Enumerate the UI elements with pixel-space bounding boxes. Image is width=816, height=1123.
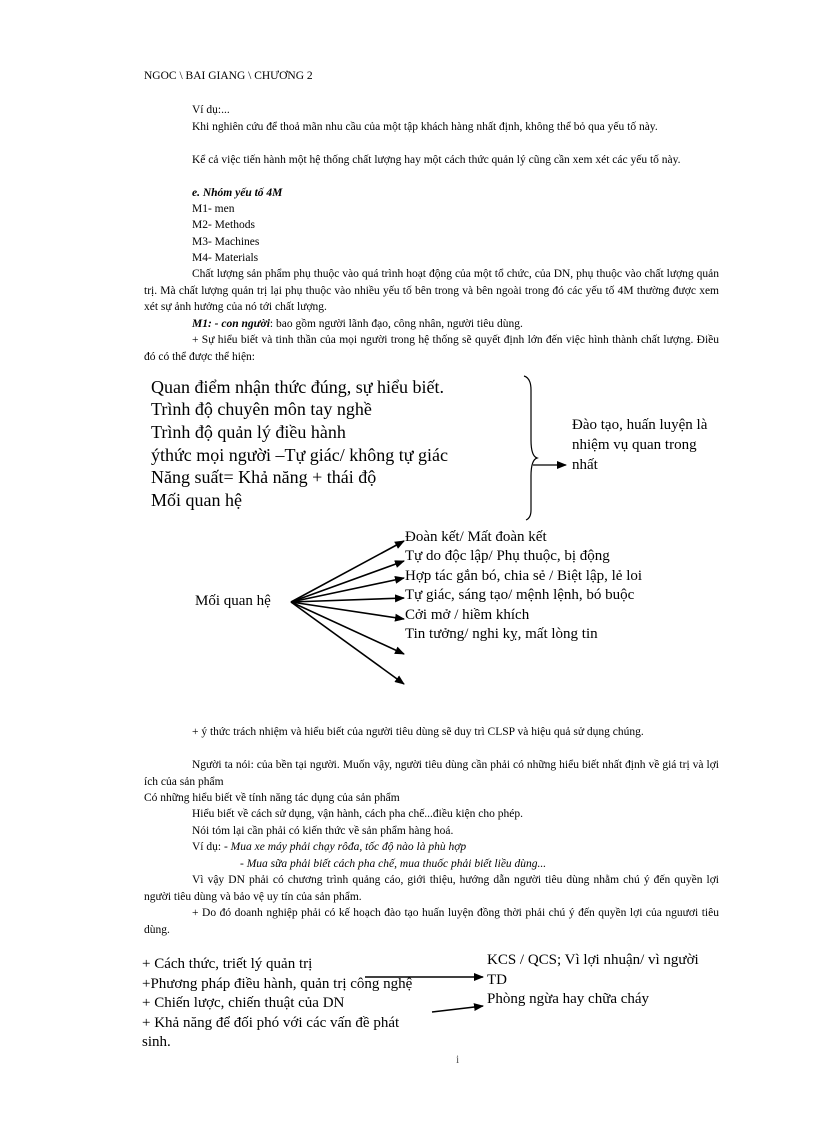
- consumer-paragraph-7: + Do đó doanh nghiệp phải có kế hoạch đào tạo huấn luyện đồng thời phải chú ý đến quyền lợi của nguươi tiêu dùng.: [144, 907, 719, 936]
- relation-target-4: Tự giác, sáng tạo/ mệnh lệnh, bó buộc: [405, 587, 635, 603]
- m-item-2: M2- Methods: [192, 219, 255, 231]
- factor-line-3: Trình độ quản lý điều hành: [151, 422, 346, 442]
- curly-brace: [524, 376, 537, 520]
- relation-arrow-7: [291, 602, 404, 684]
- intro-paragraph-2: Kể cả việc tiến hành một hệ thống chất lượng hay một cách thức quản lý cũng cần xem xét các yếu tố này.: [192, 154, 681, 166]
- paragraph-4m-quality: Chất lượng sản phẩm phụ thuộc vào quá trình hoạt động của một tổ chức, của DN, phụ thuộc vào chất lượng quản trị. Mà chất lượng quản trị lại phụ thuộc vào nhiều yếu tố bên trong và bên ngoài trong đó các yếu tố 4M thường được xem xét sự ảnh hưởng của nó tới chất lượng.: [144, 268, 719, 314]
- method-line-5: sinh.: [142, 1034, 171, 1050]
- training-result-line-3: nhất: [572, 457, 598, 473]
- relation-target-5: Cởi mở / hiềm khích: [405, 607, 530, 623]
- intro-paragraph-1: Khi nghiên cứu để thoả mãn nhu cầu của một tập khách hàng nhất định, không thể bỏ qua yếu tố này.: [192, 121, 658, 133]
- m-item-3: M3- Machines: [192, 236, 260, 248]
- consumer-paragraph-2: Người ta nói: của bền tại người. Muốn vậy, người tiêu dùng cần phải có những hiểu biết nhất định về giá trị và lợi ích của sản phẩm: [144, 759, 719, 788]
- method-result-1-line-1: KCS / QCS; Vì lợi nhuận/ vì người: [487, 952, 699, 968]
- factor-line-4: ýthức mọi người –Tự giác/ không tự giác: [151, 445, 448, 465]
- factor-line-2: Trình độ chuyên môn tay nghề: [151, 399, 372, 419]
- consumer-paragraph-4: Hiểu biết về cách sử dụng, vận hành, cách pha chế...điều kiện cho phép.: [192, 808, 523, 820]
- consumer-paragraph-5: Nói tóm lại cần phải có kiến thức về sản phẩm hàng hoá.: [192, 825, 454, 837]
- training-result-line-1: Đào tạo, huấn luyện là: [572, 417, 708, 433]
- method-result-1-line-2: TD: [487, 972, 507, 988]
- relation-target-6: Tin tưởng/ nghi kỵ, mất lòng tin: [405, 626, 598, 642]
- method-arrow-2: [432, 1006, 483, 1012]
- method-line-3: + Chiến lược, chiến thuật của DN: [142, 995, 345, 1011]
- paragraph-m1: M1: - con người: bao gồm người lãnh đạo, công nhân, người tiêu dùng.: [192, 318, 523, 330]
- relation-arrow-1: [291, 541, 404, 602]
- method-line-1: + Cách thức, triết lý quản trị: [142, 956, 313, 972]
- m-item-1: M1- men: [192, 203, 235, 215]
- method-line-2: +Phương pháp điều hành, quản trị công nghệ: [142, 976, 413, 992]
- consumer-paragraph-3: Có những hiểu biết về tính năng tác dụng của sản phẩm: [144, 792, 400, 804]
- relation-target-3: Hợp tác gắn bó, chia sẻ / Biệt lập, lẻ loi: [405, 568, 643, 584]
- m-item-4: M4- Materials: [192, 252, 259, 264]
- m1-label: M1: - con người: [192, 318, 270, 330]
- consumer-paragraph-6: Vì vậy DN phải có chương trình quảng cáo, giới thiệu, hướng dẫn người tiêu dùng nhằm chú ý đến quyền lợi người tiêu dùng và bảo vệ uy tín của sản phẩm.: [144, 874, 719, 903]
- method-line-4: + Khả năng để đối phó với các vấn đề phát: [142, 1015, 400, 1031]
- consumer-example-2: - Mua sữa phải biết cách pha chế, mua thuốc phải biết liều dùng...: [240, 858, 547, 870]
- relation-source-label: Mối quan hệ: [195, 593, 271, 609]
- page-footer-mark: i: [456, 1054, 460, 1066]
- intro-vidu: Ví dụ:...: [192, 104, 230, 116]
- header-path: NGOC \ BAI GIANG \ CHƯƠNG 2: [144, 70, 313, 82]
- training-result-line-2: nhiệm vụ quan trong: [572, 437, 697, 453]
- factor-line-6: Mối quan hệ: [151, 490, 242, 510]
- method-result-2: Phòng ngừa hay chữa cháy: [487, 991, 650, 1007]
- consumer-paragraph-1: + ý thức trách nhiệm và hiểu biết của người tiêu dùng sẽ duy trì CLSP và hiệu quả sử dụng chúng.: [192, 726, 644, 738]
- section-heading-4m: e. Nhóm yếu tố 4M: [192, 187, 283, 199]
- factor-line-1: Quan điểm nhận thức đúng, sự hiểu biết.: [151, 377, 444, 397]
- relation-target-1: Đoàn kết/ Mất đoàn kết: [405, 529, 547, 545]
- factor-line-5: Năng suất= Khả năng + thái độ: [151, 467, 377, 487]
- paragraph-understanding: + Sự hiểu biết và tinh thần của mọi người trong hệ thống sẽ quyết định lớn đến việc hình thành chất lượng. Điều đó có thể được thể hiện:: [144, 334, 719, 363]
- consumer-example-1: Ví dụ: - Mua xe máy phải chạy rôđa, tốc độ nào là phù hợp: [192, 841, 467, 853]
- relation-target-2: Tự do độc lập/ Phụ thuộc, bị động: [405, 548, 610, 564]
- relation-arrows: [291, 541, 404, 684]
